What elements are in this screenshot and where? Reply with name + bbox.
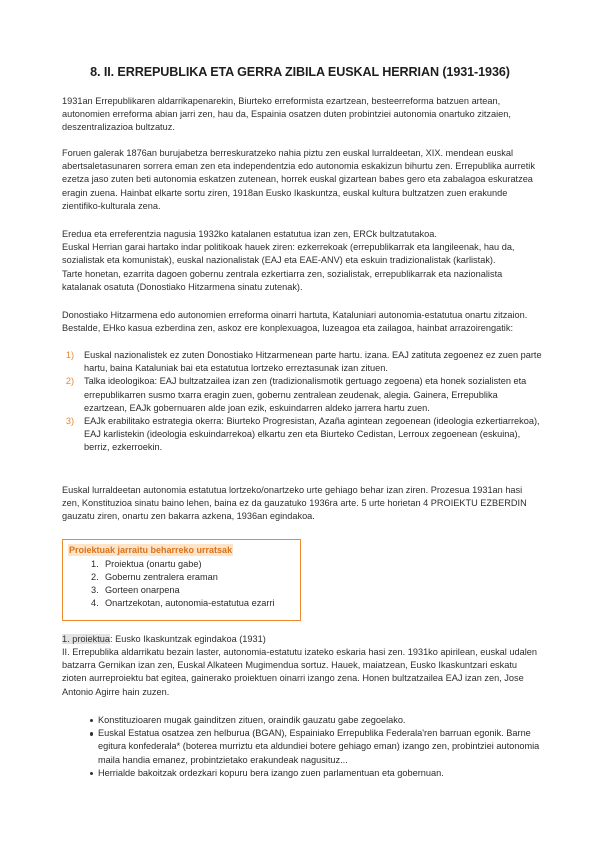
project1-label: 1. proiektua — [62, 634, 111, 644]
callout-title: Proiektuak jarraitu beharreko urratsak — [69, 545, 233, 555]
list-item: Konstituzioaren mugak gainditzen zituen, oraindik gauzatu gabe zegoelako. — [62, 714, 542, 727]
list-item — [69, 584, 294, 597]
list-item — [69, 597, 294, 610]
list-item — [62, 415, 542, 455]
steps-callout-box — [62, 539, 301, 621]
paragraph-donostiako-hitzarmena: Donostiako Hitzarmena edo autonomien erreforma oinarri hartuta, Kataluniari autonomia-estatutua onartu zitzaion. Bestalde, EHko kasua ezberdina zen, askoz ere konplexuagoa, luzeagoa eta zailagoa, hainbat arrazoirengatik: — [62, 310, 528, 334]
list-item-text: Proiektua (onartu gabe) — [105, 559, 202, 569]
paragraph-eredua: Eredua eta erreferentzia nagusia 1932ko katalanen estatutua izan zen, ERCk bultzatutakoa. — [62, 229, 437, 239]
list-item — [62, 375, 542, 415]
steps-list — [69, 558, 294, 610]
reasons-list — [62, 349, 542, 455]
list-item-text: Onartzekotan, autonomia-estatutua ezarri — [105, 598, 275, 608]
paragraph-prozesua: Euskal lurraldeetan autonomia estatutua lortzeko/onartzeko urte gehiago behar izan ziren. Prozesua 1931an hasi zen, Konstituzioa sinatu baino lehen, baina ez da gauzatuko 1936ra arte. 5 urte horietan 4 PROIEKTU EZBERDIN gauzatu ziren, onartu zen bakarra azkena, 1936an egindakoa. — [62, 485, 527, 522]
project1-heading-rest: : Eusko Ikaskuntzak egindakoa (1931) — [110, 634, 266, 644]
list-item — [69, 571, 294, 584]
list-item-number: 2) — [65, 376, 74, 387]
section-title: 8. II. ERREPUBLIKA ETA GERRA ZIBILA EUSKAL HERRIAN (1931-1936) — [90, 65, 510, 79]
list-item-text: Talka ideologikoa: EAJ bultzatzailea izan zen (tradizionalismotik gertuago zegoena) eta honek sozialisten eta errepublikarren susmo txarra eragin zuen, gobernu zentralean zeudenak, alegia. Gainera, Errepublika ezartzean, EAJk gobernuaren alde joan ezik, eskuindarren aldeko jarrera hartu zuen. — [84, 376, 527, 413]
list-item-number: 4. — [91, 598, 99, 608]
list-item-text: Euskal nazionalistek ez zuten Donostiako Hitzarmenean parte hartu. izana. EAJ zatituta zegoenez ez zuen parte hartu, baina Kataluniak bai eta estatutua lortzeko erreztasunak izan zituen. — [84, 350, 542, 374]
list-item — [69, 558, 294, 571]
paragraph-foruak: Foruen galerak 1876an burujabetza berreskuratzeko nahia piztu zen euskal lurraldeetan, XIX. mendean euskal abertsaletasunaren sorrera eman zen eta independentzia edo autonomia eskakizun bihurtu zen. Errepublika aurretik ezetza jaso zuten beti autonomia eskatzen zutenean, horrek euskal gizartean babes gero eta zabalagoa eskuratzea eragin zuena. Hainbat elkarte sortu ziren, 1918an Eusko Ikaskuntza, euskal kultura bultzatzen zuen erakunde zientifiko-kulturala zena. — [62, 148, 535, 211]
paragraph-indar-politikoak: Euskal Herrian garai hartako indar politikoak hauek ziren: ezkerrekoak (errepublikarrak eta langileenak, hau da, sozialistak eta komunistak), euskal nazionalistak (EAJ eta EAE-ANV) eta eskuin tradizionalistak (karlistak). — [62, 242, 515, 266]
paragraph-project1: II. Errepublika aldarrikatu bezain laster, autonomia-estatutu izateko eskaria hasi zen. 1931ko apirilean, euskal udalen batzarra Gernikan izan zen, Euskal Alkateen Mugimendua sortuz. Hauek, maiatzean, Eusko Ikaskuntzari eskatu zioten aurreproiektu bat egitea, gainerako proiektuen oinarri izango zena. Honen bultzatzailea EAJ izan zen, Jose Antonio Agirre hain zuzen. — [62, 647, 537, 697]
list-item-number: 1) — [65, 350, 74, 360]
list-item: Euskal Estatua osatzea zen helburua (BGAN), Espainiako Errepublika Federala'ren barruan egonik. Barne egitura konfederala* (boterea murriztu eta aldundiei botere gehiago eman) izango zen, probintziei autonomia maila handia emanez, probintzietako erakundeak nagusituz... — [62, 727, 542, 767]
project1-heading — [62, 633, 542, 646]
list-item-text: EAJk erabilitako estrategia okerra: Biurteko Progresistan, Azaña agintean zegoenean (ideologia ezkertiarrekoa), EAJ karlistekin (ideologia eskuindarrekoa) elkartu zen eta Biurteko Cedistan, Lerroux zegoenean (eskuina), berriz, ezkerroekin. — [84, 416, 540, 453]
list-item-number: 2. — [91, 572, 99, 582]
list-item — [62, 349, 542, 375]
paragraph-intro: 1931an Errepublikaren aldarrikapenarekin, Biurteko erreformista ezartzean, besteerreforma batzuen artean, autonomien erreforma abian jarri zen, hau da, Espainia osatzen duten probintziei autonomia onartuko zitzaien, deszentralizazioa bultzatuz. — [62, 96, 511, 133]
list-item: Herrialde bakoitzak ordezkari kopuru bera izango zuen parlamentuan eta gobernuan. — [62, 767, 542, 780]
list-item-text: Gorteen onarpena — [105, 585, 180, 595]
paragraph-gobernu-zentrala: Tarte honetan, ezarrita dagoen gobernu zentrala ezkertiarra zen, sozialistak, errepublikarrak eta nazionalista katalanak osatuta (Donostiako Hitzarmena sinatu zutenak). — [62, 269, 503, 293]
list-item-number: 3. — [91, 585, 99, 595]
list-item-number: 1. — [91, 559, 99, 569]
list-item-text: Gobernu zentralera eraman — [105, 572, 218, 582]
list-item-number: 3) — [65, 416, 74, 427]
project1-bullets — [62, 714, 542, 780]
